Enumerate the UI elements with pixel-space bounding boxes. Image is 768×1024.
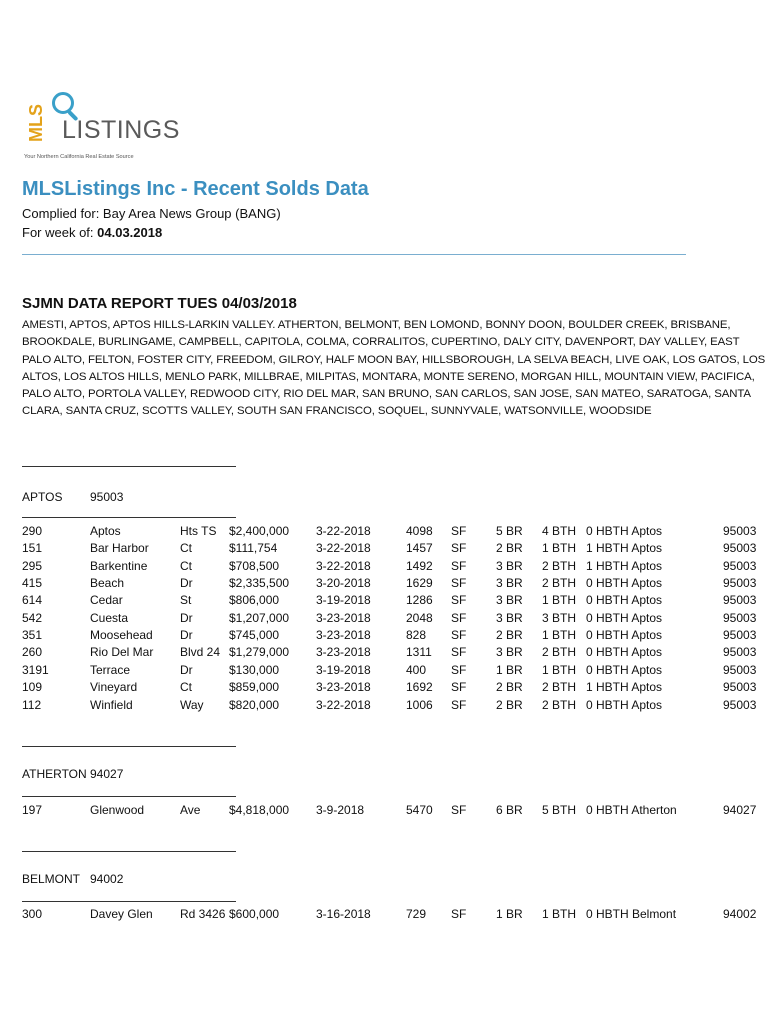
street-number: 614	[22, 593, 43, 608]
square-feet: 1492	[406, 558, 433, 573]
street-number: 260	[22, 645, 43, 660]
street-number: 351	[22, 628, 43, 643]
sale-date: 3-20-2018	[316, 576, 371, 591]
bathrooms: 1 BTH	[542, 541, 577, 556]
square-feet: 4098	[406, 524, 433, 538]
street-suffix: Dr	[180, 576, 193, 591]
zip-code: 95003	[723, 576, 757, 591]
header-divider	[22, 254, 686, 255]
compiled-for: Complied for: Bay Area News Group (BANG)	[22, 206, 281, 221]
sale-price: $111,754	[229, 541, 278, 556]
bedrooms: 2 BR	[496, 628, 523, 643]
street-name: Cuesta	[90, 610, 129, 625]
bathrooms: 5 BTH	[542, 803, 577, 817]
section-divider	[22, 851, 236, 852]
zip-code: 95003	[723, 610, 757, 625]
bedrooms: 1 BR	[496, 662, 523, 677]
street-name: Moosehead	[90, 628, 153, 643]
sale-date: 3-23-2018	[316, 645, 371, 660]
square-feet: 828	[406, 628, 427, 643]
street-suffix: Dr	[180, 628, 193, 643]
street-suffix: Dr	[180, 610, 193, 625]
half-baths-city: 0 HBTH Aptos	[586, 524, 663, 538]
street-number: 295	[22, 558, 43, 573]
bathrooms: 1 BTH	[542, 662, 577, 677]
square-feet: 2048	[406, 610, 433, 625]
half-baths-city: 1 HBTH Aptos	[586, 541, 663, 556]
street-suffix: Dr	[180, 662, 193, 677]
zip-code: 95003	[723, 524, 757, 538]
bedrooms: 2 BR	[496, 541, 523, 556]
section-divider	[22, 796, 236, 797]
street-name: Cedar	[90, 593, 123, 608]
sale-price: $1,207,000	[229, 610, 290, 625]
property-type: SF	[451, 610, 467, 625]
property-type: SF	[451, 680, 467, 695]
logo-mls-text: MLS	[26, 104, 46, 142]
zip-code: 95003	[723, 628, 757, 643]
sale-price: $708,500	[229, 558, 280, 573]
section-city: BELMONT	[22, 872, 81, 886]
section-heading	[22, 767, 124, 781]
street-suffix: Way	[180, 697, 204, 712]
logo-listings-text: LISTINGS	[62, 116, 180, 144]
zip-code: 95003	[723, 558, 757, 573]
street-name: Glenwood	[90, 803, 145, 817]
bathrooms: 2 BTH	[542, 697, 577, 712]
zip-code: 95003	[723, 662, 757, 677]
street-name: Beach	[90, 576, 125, 591]
square-feet: 1457	[406, 541, 433, 556]
table-row	[0, 663, 768, 680]
section-zip: 94027	[90, 767, 124, 781]
report-title: SJMN DATA REPORT TUES 04/03/2018	[22, 295, 297, 312]
property-type: SF	[451, 576, 467, 591]
table-row	[0, 559, 768, 576]
property-type: SF	[451, 524, 467, 538]
sale-date: 3-23-2018	[316, 680, 371, 695]
bedrooms: 5 BR	[496, 524, 523, 538]
street-number: 109	[22, 680, 43, 695]
table-row	[0, 628, 768, 645]
table-row	[0, 645, 768, 662]
sale-date: 3-22-2018	[316, 558, 371, 573]
square-feet: 1006	[406, 697, 433, 712]
half-baths-city: 0 HBTH Aptos	[586, 576, 663, 591]
zip-code: 95003	[723, 680, 757, 695]
table-row	[0, 593, 768, 610]
sale-price: $2,335,500	[229, 576, 290, 591]
street-number: 112	[22, 697, 42, 712]
city-list: AMESTI, APTOS, APTOS HILLS-LARKIN VALLEY. ATHERTON, BELMONT, BEN LOMOND, BONNY DOON, BOULDER CREEK, BRISBANE, BROOKDALE, BURLINGAME, CAMPBELL, CAPITOLA, COLMA, CORRALITOS, CUPERTINO, DALY CITY, DAVENPORT, DAY VALLEY, EAST PALO ALTO, FELTON, FOSTER CITY, FREEDOM, GILROY, HALF MOON BAY, HILLSBOROUGH, LA SELVA BEACH, LIVE OAK, LOS GATOS, LOS ALTOS, LOS ALTOS HILLS, MENLO PARK, MILLBRAE, MILPITAS, MONTARA, MONTE SERENO, MORGAN HILL, MOUNTAIN VIEW, PACIFICA, PALO ALTO, PORTOLA VALLEY, REDWOOD CITY, RIO DEL MAR, SAN BRUNO, SAN CARLOS, SAN JOSE, SAN MATEO, SARATOGA, SANTA CLARA, SANTA CRUZ, SCOTTS VALLEY, SOUTH SAN FRANCISCO, SOQUEL, SUNNYVALE, WATSONVILLE, WOODSIDE	[22, 319, 766, 418]
mls-listings-logo	[22, 92, 182, 164]
street-suffix: Ct	[180, 680, 192, 695]
bedrooms: 3 BR	[496, 593, 523, 608]
section-heading	[22, 490, 124, 504]
property-type: SF	[451, 645, 467, 660]
table-row	[0, 524, 768, 541]
property-type: SF	[451, 907, 467, 921]
bathrooms: 1 BTH	[542, 907, 577, 921]
section-zip: 95003	[90, 490, 124, 504]
bathrooms: 3 BTH	[542, 610, 577, 625]
sale-date: 3-19-2018	[316, 593, 371, 608]
street-number: 197	[22, 803, 43, 817]
bathrooms: 2 BTH	[542, 645, 577, 660]
half-baths-city: 0 HBTH Aptos	[586, 662, 663, 677]
table-row	[0, 907, 768, 924]
bedrooms: 6 BR	[496, 803, 523, 817]
table-row	[0, 576, 768, 593]
street-number: 290	[22, 524, 43, 538]
table-row	[0, 803, 768, 820]
week-label: For week of:	[22, 225, 98, 240]
zip-code: 94002	[723, 907, 757, 921]
section-heading	[22, 872, 124, 886]
sale-price: $600,000	[229, 907, 280, 921]
half-baths-city: 0 HBTH Atherton	[586, 803, 677, 817]
street-name: Winfield	[90, 697, 133, 712]
street-suffix: Rd 3426	[180, 907, 226, 921]
sale-date: 3-22-2018	[316, 697, 371, 712]
page-title: MLSListings Inc - Recent Solds Data	[22, 178, 369, 200]
zip-code: 95003	[723, 541, 757, 556]
sale-price: $4,818,000	[229, 803, 290, 817]
street-name: Terrace	[90, 662, 131, 677]
street-suffix: Ave	[180, 803, 201, 817]
half-baths-city: 0 HBTH Belmont	[586, 907, 677, 921]
square-feet: 1629	[406, 576, 433, 591]
sale-date: 3-22-2018	[316, 541, 371, 556]
bedrooms: 2 BR	[496, 680, 523, 695]
square-feet: 5470	[406, 803, 433, 817]
zip-code: 94027	[723, 803, 757, 817]
property-type: SF	[451, 558, 467, 573]
property-type: SF	[451, 541, 467, 556]
half-baths-city: 1 HBTH Aptos	[586, 680, 663, 695]
sale-price: $1,279,000	[229, 645, 290, 660]
bedrooms: 3 BR	[496, 576, 523, 591]
property-type: SF	[451, 697, 467, 712]
sale-date: 3-9-2018	[316, 803, 365, 817]
street-name: Rio Del Mar	[90, 645, 154, 660]
street-number: 300	[22, 907, 43, 921]
half-baths-city: 0 HBTH Aptos	[586, 593, 663, 608]
street-suffix: Ct	[180, 541, 192, 556]
street-name: Davey Glen	[90, 907, 153, 921]
sale-price: $745,000	[229, 628, 280, 643]
property-type: SF	[451, 803, 467, 817]
section-zip: 94002	[90, 872, 124, 886]
street-number: 542	[22, 610, 43, 625]
half-baths-city: 0 HBTH Aptos	[586, 610, 663, 625]
zip-code: 95003	[723, 593, 757, 608]
section-divider	[22, 517, 236, 518]
table-row	[0, 541, 768, 558]
sale-price: $859,000	[229, 680, 280, 695]
square-feet: 400	[406, 662, 427, 677]
sale-price: $2,400,000	[229, 524, 290, 538]
square-feet: 729	[406, 907, 427, 921]
bathrooms: 1 BTH	[542, 593, 577, 608]
sale-date: 3-22-2018	[316, 524, 371, 538]
sale-price: $820,000	[229, 697, 280, 712]
section-city: ATHERTON	[22, 767, 87, 781]
sale-date: 3-23-2018	[316, 628, 371, 643]
bedrooms: 3 BR	[496, 610, 523, 625]
street-number: 151	[22, 541, 43, 556]
table-row	[0, 611, 768, 628]
sale-date: 3-19-2018	[316, 662, 371, 677]
zip-code: 95003	[723, 697, 757, 712]
street-number: 3191	[22, 662, 49, 677]
bedrooms: 1 BR	[496, 907, 523, 921]
sale-date: 3-16-2018	[316, 907, 371, 921]
table-row	[0, 680, 768, 697]
square-feet: 1311	[406, 645, 432, 660]
half-baths-city: 0 HBTH Aptos	[586, 645, 663, 660]
sale-price: $130,000	[229, 662, 280, 677]
section-city: APTOS	[22, 490, 63, 504]
bedrooms: 3 BR	[496, 645, 523, 660]
street-name: Barkentine	[90, 558, 148, 573]
bathrooms: 2 BTH	[542, 558, 577, 573]
half-baths-city: 0 HBTH Aptos	[586, 697, 663, 712]
property-type: SF	[451, 662, 467, 677]
street-suffix: Hts TS	[180, 524, 217, 538]
street-suffix: St	[180, 593, 192, 608]
bedrooms: 3 BR	[496, 558, 523, 573]
bathrooms: 4 BTH	[542, 524, 577, 538]
logo-tagline: Your Northern California Real Estate Source	[24, 154, 134, 160]
street-number: 415	[22, 576, 43, 591]
street-name: Aptos	[90, 524, 121, 538]
street-name: Vineyard	[90, 680, 138, 695]
bathrooms: 2 BTH	[542, 680, 577, 695]
bathrooms: 1 BTH	[542, 628, 577, 643]
square-feet: 1286	[406, 593, 433, 608]
section-divider	[22, 901, 236, 902]
bathrooms: 2 BTH	[542, 576, 577, 591]
week-of	[22, 225, 162, 240]
half-baths-city: 0 HBTH Aptos	[586, 628, 663, 643]
street-suffix: Ct	[180, 558, 192, 573]
sale-price: $806,000	[229, 593, 280, 608]
property-type: SF	[451, 628, 467, 643]
bedrooms: 2 BR	[496, 697, 523, 712]
square-feet: 1692	[406, 680, 433, 695]
week-value: 04.03.2018	[97, 225, 163, 240]
sale-date: 3-23-2018	[316, 610, 371, 625]
section-divider	[22, 746, 236, 747]
street-name: Bar Harbor	[90, 541, 149, 556]
zip-code: 95003	[723, 645, 757, 660]
section-divider	[22, 466, 236, 467]
property-type: SF	[451, 593, 467, 608]
half-baths-city: 1 HBTH Aptos	[586, 558, 663, 573]
table-row	[0, 698, 768, 715]
street-suffix: Blvd 24	[180, 645, 221, 660]
